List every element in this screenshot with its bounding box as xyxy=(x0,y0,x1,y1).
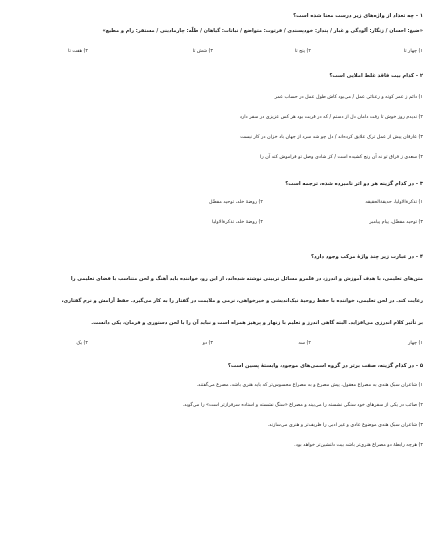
option-4[interactable]: ۴) روضهٔ خلد، تذکرةالاولیا xyxy=(212,220,263,225)
option-1[interactable]: ۱) چهار xyxy=(408,341,423,346)
option-2[interactable]: ۲) سه xyxy=(298,341,311,346)
option-4[interactable]: ۴) هرچه رابطهٔ دو مصراع هنری‌تر باشد بیت دلنشین‌تر خواهد بود. xyxy=(294,443,423,448)
question-2 xyxy=(14,72,423,162)
option-3[interactable]: ۳) دو xyxy=(202,341,213,346)
option-2[interactable]: ۲) صائب در یکی از سفرهای خود سنگی نشسته را می‌بیند و مصراع «سنگ نشسته و استاده سرفرازتر است» را می‌گوید. xyxy=(182,403,423,408)
option-1[interactable]: ۱) تذکرةالاولیا، حدیقةالحقیقه xyxy=(365,200,423,205)
passage-line-2: رعایت کند. در لحن تعلیمی، خواننده با حفظ روحیهٔ نیک‌اندیشی و خیرخواهی، نرمی و ملایمت در گفتار را به کار می‌گیرد. حفظ آرامش و نرم گفتاری، xyxy=(61,298,423,304)
option-2[interactable]: ۲) پنج تا xyxy=(294,49,311,54)
question-1-text: «ضیغ: احسان / زنگار: آلودگی و غبار / پندار: خودپسندی / فرتوت: متواضع / نباتات: گیاهان / طلّه: چارمادینی / مستقر: رام و مطیع» xyxy=(102,28,423,34)
option-1[interactable]: ۱) دائم ز عمر کوته و رعنائی عمل / می‌بود کاش طول عمل در حساب عمر xyxy=(274,95,423,100)
question-3 xyxy=(14,180,423,230)
option-3[interactable]: ۳) عارفان پیش از عمل ترک علایق کرده‌اند / دل چو شد سرد از جهان باد خزان در کار نیست xyxy=(240,135,423,140)
question-3-title: ۳ - در کدام گزینه هر دو اثر نامبرده شده، ترجمه است؟ xyxy=(285,181,423,187)
option-3[interactable]: ۳) توحید مفضّل، پیام پیامبر xyxy=(369,220,423,225)
passage-line-1: متن‌های تعلیمی، با هدف آموزش و اندرز، در قلمرو مسائل تربیتی نوشته شده‌اند، از این رو، خواننده باید آهنگ و لحن متناسب با فضای تعلیمی را xyxy=(70,276,423,282)
question-2-title: ۲ - کدام بیت فاقد غلط املایی است؟ xyxy=(329,73,423,79)
question-1 xyxy=(14,12,423,59)
question-1-options xyxy=(14,49,423,59)
question-5 xyxy=(14,362,423,450)
option-2[interactable]: ۲) روضهٔ خلد، توحید مفضّل xyxy=(209,200,263,205)
passage-line-3: بر تأثیر کلام اندرزی می‌افزاید. البته گاهی اندرز و تعلیم با زنهار و پرهیز همراه است و نباید آن را با لحن دستوری و فرمان، یکی دانست. xyxy=(91,320,423,326)
question-4-title: ۴ - در عبارت زیر چند واژهٔ مرکب وجود دارد؟ xyxy=(310,254,423,260)
option-1[interactable]: ۱) شاعران سبک هندی به مصراع معقول، پیش مصرع و به مصراع محسوس‌تر که باید هنری باشد، مصرع می‌گفتند. xyxy=(196,383,423,388)
question-4-options xyxy=(14,341,423,351)
option-1[interactable]: ۱) چهار تا xyxy=(403,49,423,54)
question-5-title: ۵ - در کدام گزینه، صفت برتر در گروه اسمی‌های موجود، وابستهٔ پسین است؟ xyxy=(227,363,423,369)
option-4[interactable]: ۴) یک xyxy=(76,341,88,346)
option-3[interactable]: ۳) شاعران سبک هندی موضوع عادی و غیر ادبی را ظریف‌تر و هنری می‌سازند. xyxy=(267,423,423,428)
option-4[interactable]: ۴) هفت تا xyxy=(68,49,88,54)
option-4[interactable]: ۴) سعدی ز فراق تو نه آن رنج کشیده است / کز شادی وصل تو فراموش کند آن را xyxy=(260,155,423,160)
option-3[interactable]: ۳) شش تا xyxy=(192,49,213,54)
question-3-options-row-2 xyxy=(14,220,423,230)
question-1-title: ۱ - چه تعداد از واژه‌های زیر درست معنا شده است؟ xyxy=(293,13,423,19)
option-2[interactable]: ۲) ندیدم روز خوش تا رفت دامان دل از دستم / که در قربت بود هر کس عزیزی در سفر دارد xyxy=(239,115,423,120)
question-4 xyxy=(14,253,423,351)
question-3-options-row-1 xyxy=(14,200,423,210)
